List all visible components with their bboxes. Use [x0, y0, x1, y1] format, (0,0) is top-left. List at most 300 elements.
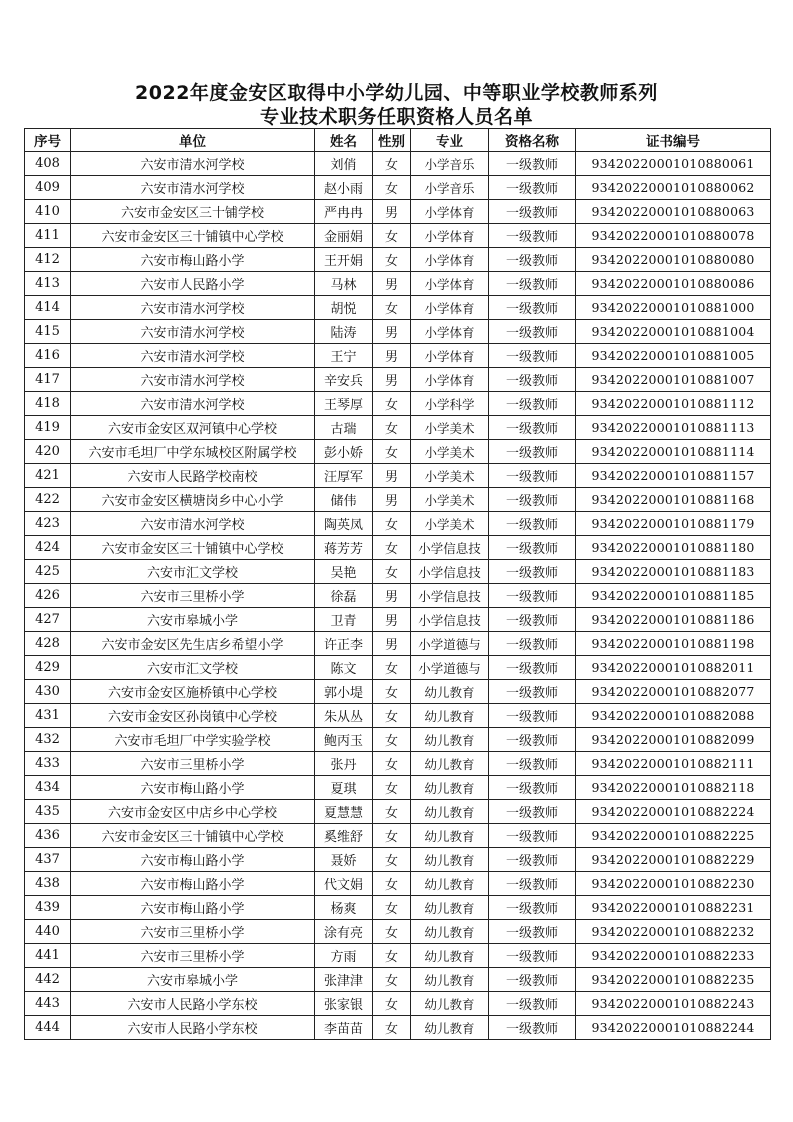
row-name: 张津津	[315, 968, 373, 992]
row-gender: 女	[373, 968, 411, 992]
row-major: 幼儿教育	[411, 896, 489, 920]
table-row	[25, 896, 771, 920]
row-qualification: 一级教师	[489, 800, 576, 824]
row-name: 王宁	[315, 344, 373, 368]
row-index: 442	[25, 968, 71, 992]
row-certificate: 93420220001010881168	[576, 488, 771, 512]
table-row	[25, 152, 771, 176]
row-gender: 女	[373, 920, 411, 944]
row-qualification: 一级教师	[489, 344, 576, 368]
row-name: 奚维舒	[315, 824, 373, 848]
row-organization: 六安市梅山路小学	[71, 872, 315, 896]
row-gender: 女	[373, 776, 411, 800]
row-name: 彭小娇	[315, 440, 373, 464]
row-gender: 女	[373, 248, 411, 272]
row-qualification: 一级教师	[489, 776, 576, 800]
row-qualification: 一级教师	[489, 224, 576, 248]
table-row	[25, 872, 771, 896]
row-certificate: 93420220001010881113	[576, 416, 771, 440]
row-major: 小学信息技	[411, 584, 489, 608]
row-major: 小学美术	[411, 512, 489, 536]
row-certificate: 93420220001010882077	[576, 680, 771, 704]
row-organization: 六安市梅山路小学	[71, 896, 315, 920]
table-row	[25, 344, 771, 368]
row-gender: 男	[373, 632, 411, 656]
table-row	[25, 704, 771, 728]
table-row	[25, 560, 771, 584]
row-organization: 六安市毛坦厂中学实验学校	[71, 728, 315, 752]
table-row	[25, 656, 771, 680]
header-name: 姓名	[315, 129, 373, 152]
row-index: 444	[25, 1016, 71, 1040]
row-name: 夏慧慧	[315, 800, 373, 824]
row-gender: 男	[373, 320, 411, 344]
row-major: 幼儿教育	[411, 680, 489, 704]
row-organization: 六安市毛坦厂中学东城校区附属学校	[71, 440, 315, 464]
row-index: 415	[25, 320, 71, 344]
row-major: 幼儿教育	[411, 752, 489, 776]
table-row	[25, 776, 771, 800]
row-name: 杨爽	[315, 896, 373, 920]
row-name: 陶英凤	[315, 512, 373, 536]
table-row	[25, 848, 771, 872]
row-name: 蒋芳芳	[315, 536, 373, 560]
row-organization: 六安市三里桥小学	[71, 944, 315, 968]
row-major: 小学信息技	[411, 560, 489, 584]
row-gender: 女	[373, 704, 411, 728]
row-qualification: 一级教师	[489, 1016, 576, 1040]
table-row	[25, 800, 771, 824]
row-certificate: 93420220001010882224	[576, 800, 771, 824]
row-certificate: 93420220001010881186	[576, 608, 771, 632]
row-name: 金丽娟	[315, 224, 373, 248]
row-index: 421	[25, 464, 71, 488]
table-row	[25, 464, 771, 488]
table-row	[25, 200, 771, 224]
table-row	[25, 320, 771, 344]
row-organization: 六安市三里桥小学	[71, 920, 315, 944]
row-organization: 六安市金安区三十铺镇中心学校	[71, 824, 315, 848]
table-row	[25, 176, 771, 200]
row-major: 幼儿教育	[411, 968, 489, 992]
row-major: 小学道德与	[411, 632, 489, 656]
row-major: 小学美术	[411, 440, 489, 464]
row-certificate: 93420220001010882011	[576, 656, 771, 680]
row-gender: 女	[373, 416, 411, 440]
row-name: 储伟	[315, 488, 373, 512]
row-certificate: 93420220001010881112	[576, 392, 771, 416]
row-qualification: 一级教师	[489, 656, 576, 680]
row-gender: 女	[373, 872, 411, 896]
row-gender: 女	[373, 680, 411, 704]
table-row	[25, 728, 771, 752]
row-index: 441	[25, 944, 71, 968]
table-row	[25, 272, 771, 296]
row-gender: 女	[373, 440, 411, 464]
row-gender: 女	[373, 392, 411, 416]
row-major: 小学体育	[411, 272, 489, 296]
row-qualification: 一级教师	[489, 704, 576, 728]
row-organization: 六安市清水河学校	[71, 368, 315, 392]
row-major: 幼儿教育	[411, 920, 489, 944]
row-index: 410	[25, 200, 71, 224]
row-gender: 女	[373, 152, 411, 176]
table-row	[25, 752, 771, 776]
row-organization: 六安市三里桥小学	[71, 752, 315, 776]
row-certificate: 93420220001010882243	[576, 992, 771, 1016]
row-gender: 女	[373, 1016, 411, 1040]
row-certificate: 93420220001010881180	[576, 536, 771, 560]
row-qualification: 一级教师	[489, 392, 576, 416]
row-gender: 女	[373, 752, 411, 776]
row-gender: 男	[373, 584, 411, 608]
row-major: 小学体育	[411, 344, 489, 368]
row-qualification: 一级教师	[489, 272, 576, 296]
row-gender: 男	[373, 272, 411, 296]
row-qualification: 一级教师	[489, 608, 576, 632]
row-certificate: 93420220001010882230	[576, 872, 771, 896]
row-index: 437	[25, 848, 71, 872]
table-header-row	[25, 129, 771, 152]
row-organization: 六安市梅山路小学	[71, 848, 315, 872]
table-row	[25, 392, 771, 416]
row-gender: 女	[373, 560, 411, 584]
row-qualification: 一级教师	[489, 968, 576, 992]
row-gender: 女	[373, 800, 411, 824]
row-major: 幼儿教育	[411, 992, 489, 1016]
row-major: 小学体育	[411, 200, 489, 224]
row-qualification: 一级教师	[489, 320, 576, 344]
row-qualification: 一级教师	[489, 632, 576, 656]
row-major: 小学美术	[411, 416, 489, 440]
row-certificate: 93420220001010882244	[576, 1016, 771, 1040]
table-row	[25, 944, 771, 968]
row-qualification: 一级教师	[489, 176, 576, 200]
row-name: 陈文	[315, 656, 373, 680]
row-qualification: 一级教师	[489, 488, 576, 512]
header-qualification: 资格名称	[489, 129, 576, 152]
row-major: 小学信息技	[411, 608, 489, 632]
table-row	[25, 440, 771, 464]
row-gender: 女	[373, 992, 411, 1016]
row-gender: 男	[373, 200, 411, 224]
row-major: 幼儿教育	[411, 848, 489, 872]
row-name: 张家银	[315, 992, 373, 1016]
row-major: 小学体育	[411, 248, 489, 272]
row-major: 小学道德与	[411, 656, 489, 680]
row-qualification: 一级教师	[489, 560, 576, 584]
row-name: 严冉冉	[315, 200, 373, 224]
row-name: 王开娟	[315, 248, 373, 272]
row-certificate: 93420220001010881114	[576, 440, 771, 464]
row-index: 429	[25, 656, 71, 680]
row-major: 小学美术	[411, 488, 489, 512]
row-qualification: 一级教师	[489, 584, 576, 608]
row-index: 420	[25, 440, 71, 464]
row-major: 幼儿教育	[411, 776, 489, 800]
row-index: 439	[25, 896, 71, 920]
row-name: 胡悦	[315, 296, 373, 320]
row-gender: 男	[373, 608, 411, 632]
row-name: 夏琪	[315, 776, 373, 800]
row-major: 幼儿教育	[411, 824, 489, 848]
row-index: 428	[25, 632, 71, 656]
row-gender: 女	[373, 896, 411, 920]
row-organization: 六安市金安区先生店乡希望小学	[71, 632, 315, 656]
row-qualification: 一级教师	[489, 728, 576, 752]
row-certificate: 93420220001010881005	[576, 344, 771, 368]
row-major: 小学体育	[411, 296, 489, 320]
row-name: 刘俏	[315, 152, 373, 176]
row-major: 小学体育	[411, 320, 489, 344]
row-gender: 女	[373, 224, 411, 248]
row-organization: 六安市清水河学校	[71, 152, 315, 176]
row-major: 小学体育	[411, 368, 489, 392]
row-index: 417	[25, 368, 71, 392]
row-organization: 六安市金安区孙岗镇中心学校	[71, 704, 315, 728]
row-name: 古瑞	[315, 416, 373, 440]
row-qualification: 一级教师	[489, 920, 576, 944]
row-organization: 六安市人民路小学	[71, 272, 315, 296]
row-certificate: 93420220001010880062	[576, 176, 771, 200]
row-qualification: 一级教师	[489, 896, 576, 920]
row-major: 幼儿教育	[411, 728, 489, 752]
row-major: 小学音乐	[411, 152, 489, 176]
row-qualification: 一级教师	[489, 416, 576, 440]
row-name: 辛安兵	[315, 368, 373, 392]
row-index: 412	[25, 248, 71, 272]
row-organization: 六安市梅山路小学	[71, 776, 315, 800]
row-certificate: 93420220001010880080	[576, 248, 771, 272]
row-major: 幼儿教育	[411, 1016, 489, 1040]
row-organization: 六安市清水河学校	[71, 512, 315, 536]
row-organization: 六安市皋城小学	[71, 608, 315, 632]
header-organization: 单位	[71, 129, 315, 152]
row-certificate: 93420220001010882088	[576, 704, 771, 728]
row-gender: 女	[373, 944, 411, 968]
row-qualification: 一级教师	[489, 536, 576, 560]
row-index: 440	[25, 920, 71, 944]
row-certificate: 93420220001010882111	[576, 752, 771, 776]
row-index: 443	[25, 992, 71, 1016]
row-certificate: 93420220001010881183	[576, 560, 771, 584]
row-major: 小学音乐	[411, 176, 489, 200]
row-major: 幼儿教育	[411, 704, 489, 728]
row-organization: 六安市金安区三十铺镇中心学校	[71, 224, 315, 248]
row-organization: 六安市三里桥小学	[71, 584, 315, 608]
row-organization: 六安市清水河学校	[71, 296, 315, 320]
row-name: 王琴厚	[315, 392, 373, 416]
row-index: 414	[25, 296, 71, 320]
table-row	[25, 824, 771, 848]
row-index: 424	[25, 536, 71, 560]
row-organization: 六安市汇文学校	[71, 560, 315, 584]
row-qualification: 一级教师	[489, 824, 576, 848]
table-row	[25, 248, 771, 272]
row-index: 435	[25, 800, 71, 824]
row-certificate: 93420220001010881185	[576, 584, 771, 608]
row-certificate: 93420220001010882118	[576, 776, 771, 800]
row-index: 431	[25, 704, 71, 728]
page-subtitle: 专业技术职务任职资格人员名单	[259, 106, 533, 128]
table-row	[25, 512, 771, 536]
row-certificate: 93420220001010882099	[576, 728, 771, 752]
row-organization: 六安市梅山路小学	[71, 248, 315, 272]
table-row	[25, 224, 771, 248]
row-index: 427	[25, 608, 71, 632]
row-qualification: 一级教师	[489, 200, 576, 224]
header-certificate: 证书编号	[576, 129, 771, 152]
row-qualification: 一级教师	[489, 248, 576, 272]
row-qualification: 一级教师	[489, 944, 576, 968]
row-certificate: 93420220001010880061	[576, 152, 771, 176]
row-index: 434	[25, 776, 71, 800]
row-name: 聂娇	[315, 848, 373, 872]
row-gender: 女	[373, 824, 411, 848]
header-major: 专业	[411, 129, 489, 152]
row-organization: 六安市金安区施桥镇中心学校	[71, 680, 315, 704]
row-major: 幼儿教育	[411, 800, 489, 824]
table-row	[25, 632, 771, 656]
row-certificate: 93420220001010882233	[576, 944, 771, 968]
row-name: 卫青	[315, 608, 373, 632]
row-organization: 六安市金安区三十铺学校	[71, 200, 315, 224]
row-organization: 六安市人民路小学东校	[71, 992, 315, 1016]
row-organization: 六安市清水河学校	[71, 320, 315, 344]
row-organization: 六安市金安区三十铺镇中心学校	[71, 536, 315, 560]
row-certificate: 93420220001010880078	[576, 224, 771, 248]
row-index: 409	[25, 176, 71, 200]
row-name: 鲍丙玉	[315, 728, 373, 752]
row-certificate: 93420220001010881004	[576, 320, 771, 344]
row-qualification: 一级教师	[489, 848, 576, 872]
page-title: 2022年度金安区取得中小学幼儿园、中等职业学校教师系列	[135, 82, 658, 104]
row-index: 430	[25, 680, 71, 704]
row-gender: 女	[373, 512, 411, 536]
row-certificate: 93420220001010880086	[576, 272, 771, 296]
row-qualification: 一级教师	[489, 368, 576, 392]
row-name: 汪厚军	[315, 464, 373, 488]
table-row	[25, 416, 771, 440]
header-gender: 性别	[373, 129, 411, 152]
row-index: 423	[25, 512, 71, 536]
row-certificate: 93420220001010882235	[576, 968, 771, 992]
table-row	[25, 1016, 771, 1040]
row-name: 陆涛	[315, 320, 373, 344]
row-organization: 六安市汇文学校	[71, 656, 315, 680]
row-qualification: 一级教师	[489, 872, 576, 896]
row-name: 郭小堤	[315, 680, 373, 704]
row-organization: 六安市皋城小学	[71, 968, 315, 992]
row-index: 411	[25, 224, 71, 248]
row-certificate: 93420220001010882231	[576, 896, 771, 920]
row-certificate: 93420220001010882229	[576, 848, 771, 872]
row-index: 422	[25, 488, 71, 512]
table-row	[25, 584, 771, 608]
row-gender: 女	[373, 656, 411, 680]
row-major: 小学科学	[411, 392, 489, 416]
row-organization: 六安市清水河学校	[71, 344, 315, 368]
row-gender: 女	[373, 176, 411, 200]
table-row	[25, 608, 771, 632]
row-index: 419	[25, 416, 71, 440]
row-name: 徐磊	[315, 584, 373, 608]
row-index: 438	[25, 872, 71, 896]
row-index: 408	[25, 152, 71, 176]
row-major: 小学美术	[411, 464, 489, 488]
row-qualification: 一级教师	[489, 992, 576, 1016]
row-major: 小学信息技	[411, 536, 489, 560]
row-name: 吴艳	[315, 560, 373, 584]
row-gender: 男	[373, 344, 411, 368]
row-index: 432	[25, 728, 71, 752]
row-gender: 男	[373, 488, 411, 512]
row-name: 朱从丛	[315, 704, 373, 728]
row-name: 马林	[315, 272, 373, 296]
row-certificate: 93420220001010881000	[576, 296, 771, 320]
row-organization: 六安市金安区双河镇中心学校	[71, 416, 315, 440]
row-certificate: 93420220001010881179	[576, 512, 771, 536]
row-index: 425	[25, 560, 71, 584]
row-gender: 男	[373, 464, 411, 488]
row-organization: 六安市金安区横塘岗乡中心小学	[71, 488, 315, 512]
header-index: 序号	[25, 129, 71, 152]
row-qualification: 一级教师	[489, 152, 576, 176]
table-row	[25, 488, 771, 512]
row-certificate: 93420220001010881007	[576, 368, 771, 392]
row-name: 许正李	[315, 632, 373, 656]
row-qualification: 一级教师	[489, 440, 576, 464]
row-gender: 女	[373, 296, 411, 320]
row-gender: 女	[373, 536, 411, 560]
row-gender: 女	[373, 848, 411, 872]
row-major: 幼儿教育	[411, 944, 489, 968]
row-qualification: 一级教师	[489, 680, 576, 704]
row-organization: 六安市清水河学校	[71, 392, 315, 416]
row-organization: 六安市清水河学校	[71, 176, 315, 200]
row-gender: 女	[373, 728, 411, 752]
table-row	[25, 368, 771, 392]
table-row	[25, 680, 771, 704]
table-row	[25, 296, 771, 320]
row-index: 418	[25, 392, 71, 416]
row-name: 张丹	[315, 752, 373, 776]
row-index: 436	[25, 824, 71, 848]
row-certificate: 93420220001010881198	[576, 632, 771, 656]
table-row	[25, 536, 771, 560]
row-major: 小学体育	[411, 224, 489, 248]
row-qualification: 一级教师	[489, 464, 576, 488]
row-index: 433	[25, 752, 71, 776]
row-index: 413	[25, 272, 71, 296]
table-row	[25, 992, 771, 1016]
row-name: 赵小雨	[315, 176, 373, 200]
row-index: 416	[25, 344, 71, 368]
row-qualification: 一级教师	[489, 296, 576, 320]
table-row	[25, 920, 771, 944]
personnel-table	[24, 128, 771, 1040]
row-name: 李苗苗	[315, 1016, 373, 1040]
row-qualification: 一级教师	[489, 512, 576, 536]
table-row	[25, 968, 771, 992]
row-index: 426	[25, 584, 71, 608]
row-name: 代文娟	[315, 872, 373, 896]
row-certificate: 93420220001010880063	[576, 200, 771, 224]
row-gender: 男	[373, 368, 411, 392]
row-name: 涂有亮	[315, 920, 373, 944]
row-certificate: 93420220001010882232	[576, 920, 771, 944]
row-organization: 六安市人民路学校南校	[71, 464, 315, 488]
